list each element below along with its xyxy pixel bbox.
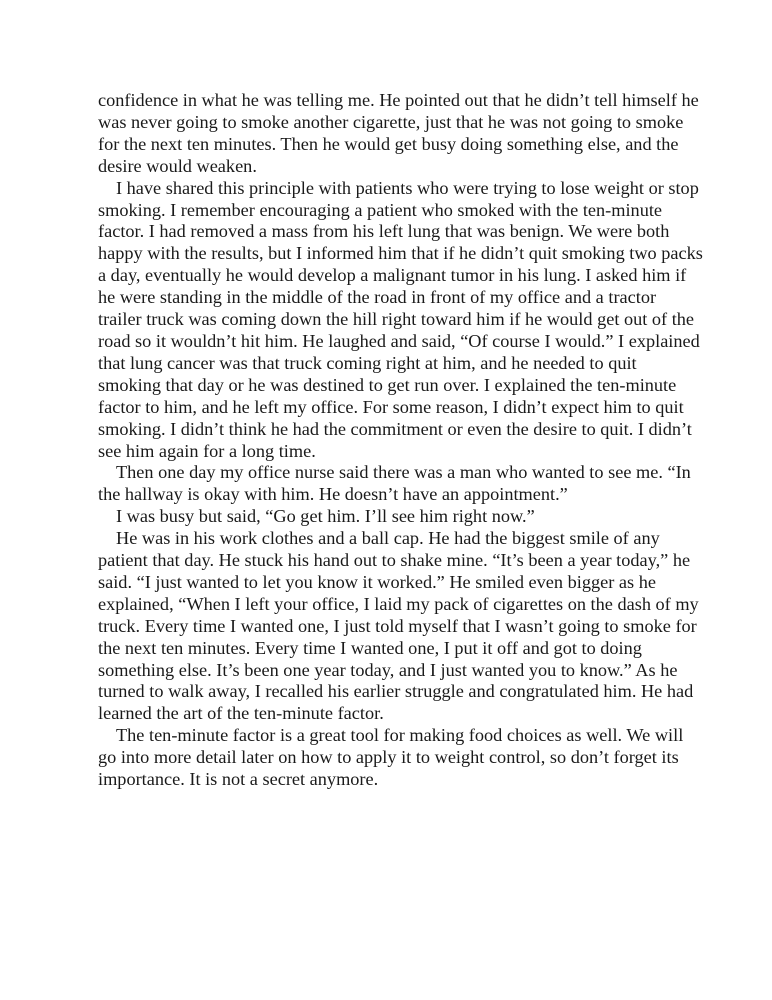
paragraph-go-get-him: I was busy but said, “Go get him. I’ll see him right now.” (116, 506, 535, 527)
paragraph-ball-cap: He was in his work clothes and a ball cap. He had the biggest smile of any patient that day. He stuck his hand out to shake mine. “It’s been a year today,” he said. “I just wanted to let you know it worked.” He smiled even bigger as he explained, “When I left your office, I laid my pack of cigarettes on the dash of my truck. Every time I wanted one, I just told myself that I wasn’t going to smoke for the next ten minutes. Every time I wanted one, I put it off and got to doing something else. It’s been one year today, and I just wanted you to know.” As he turned to walk away, I recalled his earlier struggle and congratulated him. He had learned the art of the ten-minute factor. (98, 528, 699, 724)
body-text (98, 90, 703, 791)
paragraph-food-choices: The ten-minute factor is a great tool for making food choices as well. We will go into more detail later on how to apply it to weight control, so don’t forget its importance. It is not a secret anymore. (98, 725, 684, 790)
paragraph-continuation: confidence in what he was telling me. He pointed out that he didn’t tell himself he was never going to smoke another cigarette, just that he was not going to smoke for the next ten minutes. Then he would get busy doing something else, and the desire would weaken. (98, 90, 699, 176)
paragraph-lung-patient: I have shared this principle with patients who were trying to lose weight or stop smoking. I remember encouraging a patient who smoked with the ten-minute factor. I had removed a mass from his left lung that was benign. We were both happy with the results, but I informed him that if he didn’t quit smoking two packs a day, eventually he would develop a malignant tumor in his lung. I asked him if he were standing in the middle of the road in front of my office and a tractor trailer truck was coming down the hill right toward him if he would get out of the road so it wouldn’t hit him. He laughed and said, “Of course I would.” I explained that lung cancer was that truck coming right at him, and he needed to quit smoking that day or he was destined to get run over. I explained the ten-minute factor to him, and he left my office. For some reason, I didn’t expect him to quit smoking. I didn’t think he had the commitment or even the desire to quit. I didn’t see him again for a long time. (98, 177, 703, 461)
paragraph-nurse: Then one day my office nurse said there was a man who wanted to see me. “In the hallway is okay with him. He doesn’t have an appointment.” (98, 462, 691, 505)
